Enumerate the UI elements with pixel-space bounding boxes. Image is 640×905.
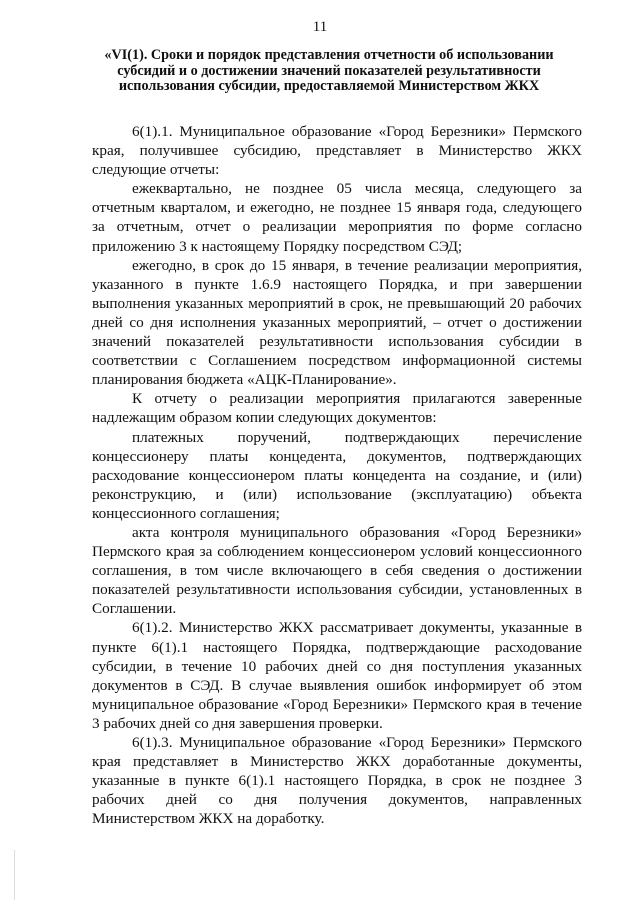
paragraph-control-act: акта контроля муниципального образования «Город Березники» Пермского края за соблюдением концессионером условий концессионного соглашения, в том числе включающего в себя сведения о достижении показателей результативности использования субсидии, установленных в Соглашении.	[92, 523, 582, 618]
page-number: 11	[312, 19, 328, 35]
paragraph-6-1-1: 6(1).1. Муниципальное образование «Город Березники» Пермского края, получившее субсидию, представляет в Министерство ЖКХ следующие отчеты:	[92, 123, 582, 179]
paragraph-attachments-intro: К отчету о реализации мероприятия прилагаются заверенные надлежащим образом копии следующих документов:	[92, 390, 582, 427]
paragraph-6-1-2: 6(1).2. Министерство ЖКХ рассматривает документы, указанные в пункте 6(1).1 настоящего Порядка, подтверждающие расходование субсидии, в течение 10 рабочих дней со дня поступления указанных документов в СЭД. В случае выявления ошибок информирует об этом муниципальное образование «Город Березники» Пермского края в течение 3 рабочих дней со дня завершения проверки.	[92, 619, 582, 732]
paragraph-payment-orders: платежных поручений, подтверждающих перечисление концессионеру платы концедента, документов, подтверждающих расходование концессионером платы концедента на создание, и (или) реконструкцию, и (или) использование (эксплуатацию) объекта концессионного соглашения;	[92, 428, 582, 522]
section-title: «VI(1). Сроки и порядок представления отчетности об использовании субсидий и о достижении значений показателей результативности использования субсидии, предоставляемой Министерством ЖКХ	[104, 47, 554, 94]
document-body	[92, 122, 582, 828]
paragraph-6-1-3: 6(1).3. Муниципальное образование «Город Березники» Пермского края представляет в Министерство ЖКХ доработанные документы, указанные в пункте 6(1).1 настоящего Порядка, в срок не позднее 3 рабочих дней со дня получения документов, направленных Министерством ЖКХ на доработку.	[92, 734, 582, 828]
paragraph-quarterly-report: ежеквартально, не позднее 05 числа месяца, следующего за отчетным кварталом, и ежегодно, не позднее 15 января года, следующего за отчетным, отчет о реализации мероприятия по форме согласно приложению 3 к настоящему Порядку посредством СЭД;	[92, 180, 582, 255]
paragraph-annual-report: ежегодно, в срок до 15 января, в течение реализации мероприятия, указанного в пункте 1.6.9 настоящего Порядка, и при завершении выполнения указанных мероприятий в срок, не превышающий 20 рабочих дней со дня исполнения указанных мероприятий, – отчет о достижении значений показателей результативности использования субсидии в соответствии с Соглашением посредством информационной системы планирования бюджета «АЦК-Планирование».	[92, 256, 582, 389]
scan-edge-mark	[14, 850, 15, 900]
